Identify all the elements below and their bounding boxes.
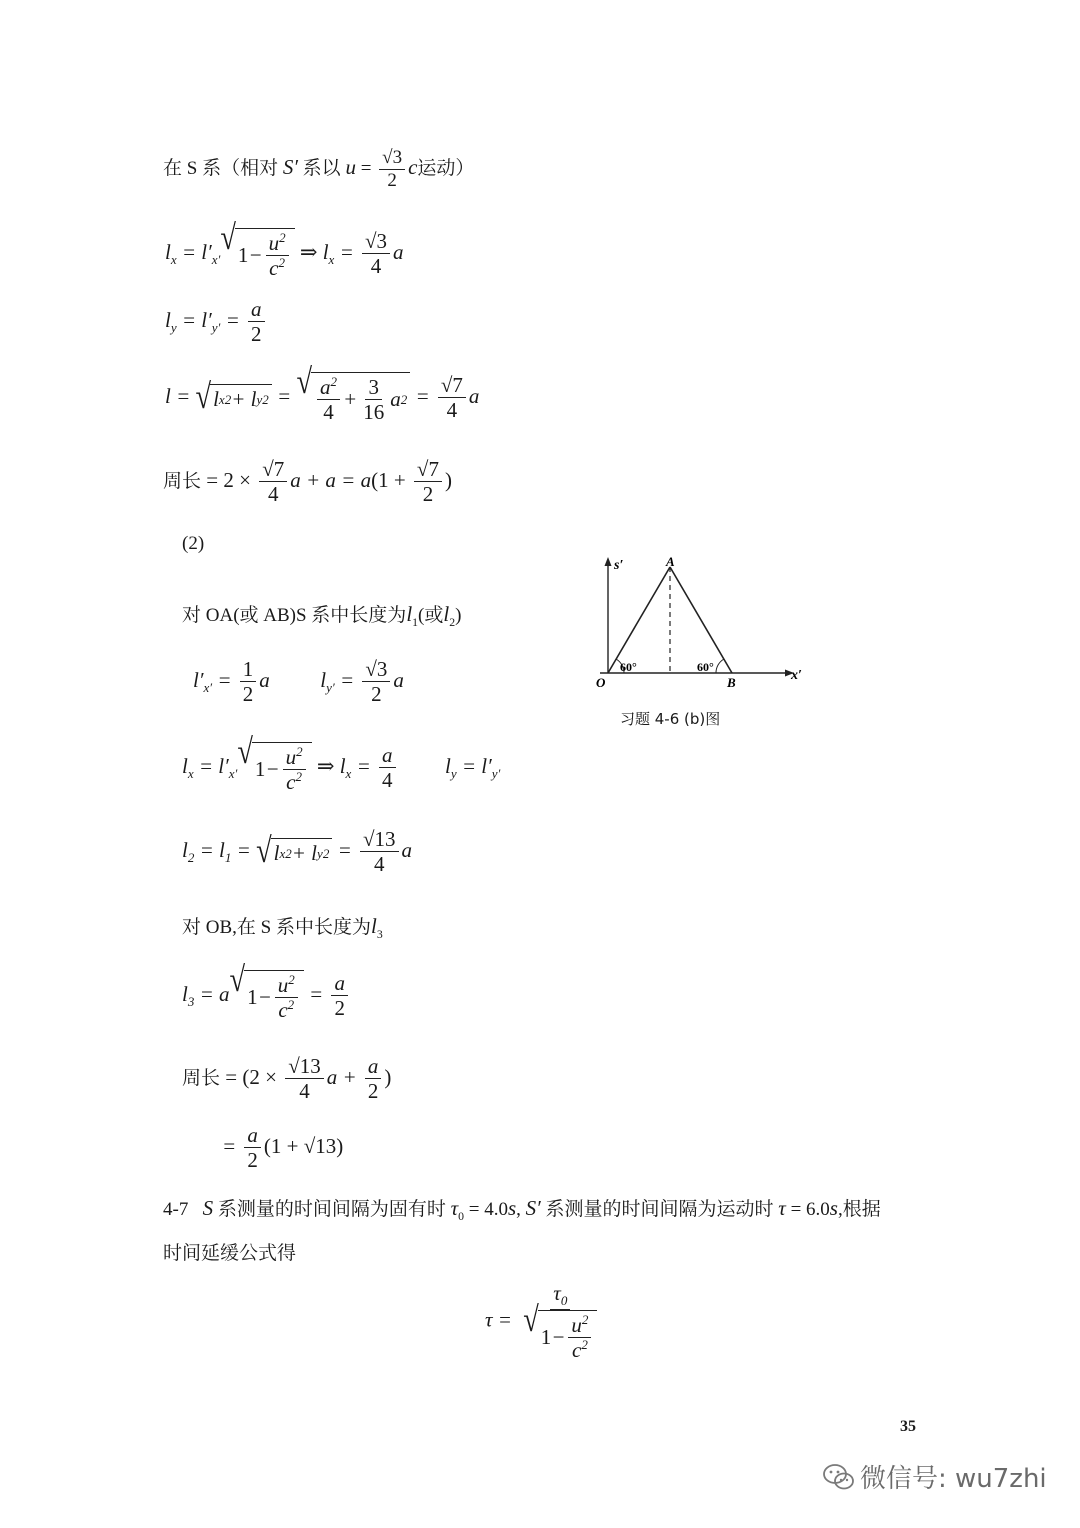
text-oa-paren: (或 <box>418 605 444 626</box>
line-oa: 对 OA(或 AB)S 系中长度为$l_1$(或$l_2$) <box>182 602 462 629</box>
eq-time-dilation: τ = $\tau_0$ √ 1 − $\frac{u^2}{c^2}$ <box>485 1282 603 1362</box>
text-p47-c: ,根据 <box>837 1199 881 1220</box>
label-a: A <box>666 555 675 569</box>
text-ob: 对 OB,在 S 系中长度为 <box>182 917 371 938</box>
text-p47-a: 系测量的时间间隔为固有时 <box>217 1199 446 1220</box>
side-oa <box>608 567 670 673</box>
perimeter-label-1: 周长 <box>163 470 202 492</box>
s-axis-arrow <box>605 557 612 566</box>
problem-4-7-line2: 时间延缓公式得 <box>163 1243 297 1264</box>
eq-perimeter-1: 周长 = 2 × $\frac{√7}{4}$ a + a = a(1 + $\frac{√7}{2}$ ) <box>163 457 452 507</box>
figure-caption: 习题 4-6 (b)图 <box>620 710 721 728</box>
problem-number: 4-7 <box>163 1199 189 1220</box>
text-l1-suffix: 运动） <box>417 158 475 180</box>
eq-primed-components: $l'_{x'}$ = $\frac{1}{2}$ a $l_{y'}$ = $\frac{√3}{2}$ a <box>193 657 404 707</box>
perimeter-label-2: 周长 <box>182 1067 221 1089</box>
line-ob: 对 OB,在 S 系中长度为$l_3$ <box>182 914 383 941</box>
angle-arc-b <box>716 659 724 673</box>
text-l1-prefix: 在 S 系（相对 <box>163 158 279 180</box>
label-x-prime: x′ <box>791 668 802 683</box>
side-ab <box>670 567 732 673</box>
label-angle-left: 60° <box>620 660 637 674</box>
line-s-frame: 在 S 系（相对 S′ 系以 u = $\frac{√3}{2}$ c运动） <box>163 147 475 191</box>
eq-l3: $l_3 = a$ √ 1 − $\frac{u^2}{c^2}$ = $\frac{a}{2}$ <box>182 970 351 1022</box>
watermark <box>822 1458 1047 1495</box>
watermark-text: 微信号: wu7zhi <box>860 1464 1047 1494</box>
label-angle-right: 60° <box>697 660 714 674</box>
figure-4-6b <box>590 555 820 695</box>
text-l1-mid: 系以 <box>302 158 341 180</box>
eq-l: l = √ l x 2 + l y 2 = √ $\frac{a^2}{4}$ + $\frac{3}{16}$ a 2 = $\frac{√7}{4}$ a <box>165 362 480 425</box>
eq-perimeter-2: 周长 = (2 × $\frac{√13}{4}$ a + $\frac{a}{2}$ ) <box>182 1054 392 1104</box>
figure-svg <box>590 555 820 695</box>
eq-l2: $l_2 = l_1$ = √ l x 2 + l y 2 = $\frac{√13}{4}$ a <box>182 827 413 877</box>
eq-ly: $l_y = l'_{y'}$ = $\frac{a}{2}$ <box>165 298 268 346</box>
eq-lx-2: $l_x = l'_{x'}$ √ 1 − $\frac{u^2}{c^2}$ ⇒ $l_x$ = $\frac{a}{4}$ $l_y = l'_{y'}$ <box>182 732 501 795</box>
label-s-prime: s′ <box>614 558 624 573</box>
page-number: 35 <box>900 1418 916 1435</box>
problem-4-7: 4-7 S 系测量的时间间隔为固有时 $\tau_0 = 4.0s$, S′ 系测量的时间间隔为运动时 τ = 6.0s,根据 <box>163 1196 881 1223</box>
text-p47-b: 系测量的时间间隔为运动时 <box>545 1199 774 1220</box>
eq-lx: $l_x = l'_{x'}$ √ 1 − $\frac{u^2}{c^2}$ ⇒ $l_x$ = $\frac{√3}{4}$ a <box>165 218 404 281</box>
label-o: O <box>596 675 606 690</box>
eq-perimeter-3: = $\frac{a}{2}$ (1 + √13) <box>222 1123 344 1173</box>
part-2-label: (2) <box>182 533 205 554</box>
label-b: B <box>727 675 736 690</box>
text-oa: 对 OA(或 AB)S 系中长度为 <box>182 605 407 626</box>
wechat-icon <box>822 1462 856 1492</box>
